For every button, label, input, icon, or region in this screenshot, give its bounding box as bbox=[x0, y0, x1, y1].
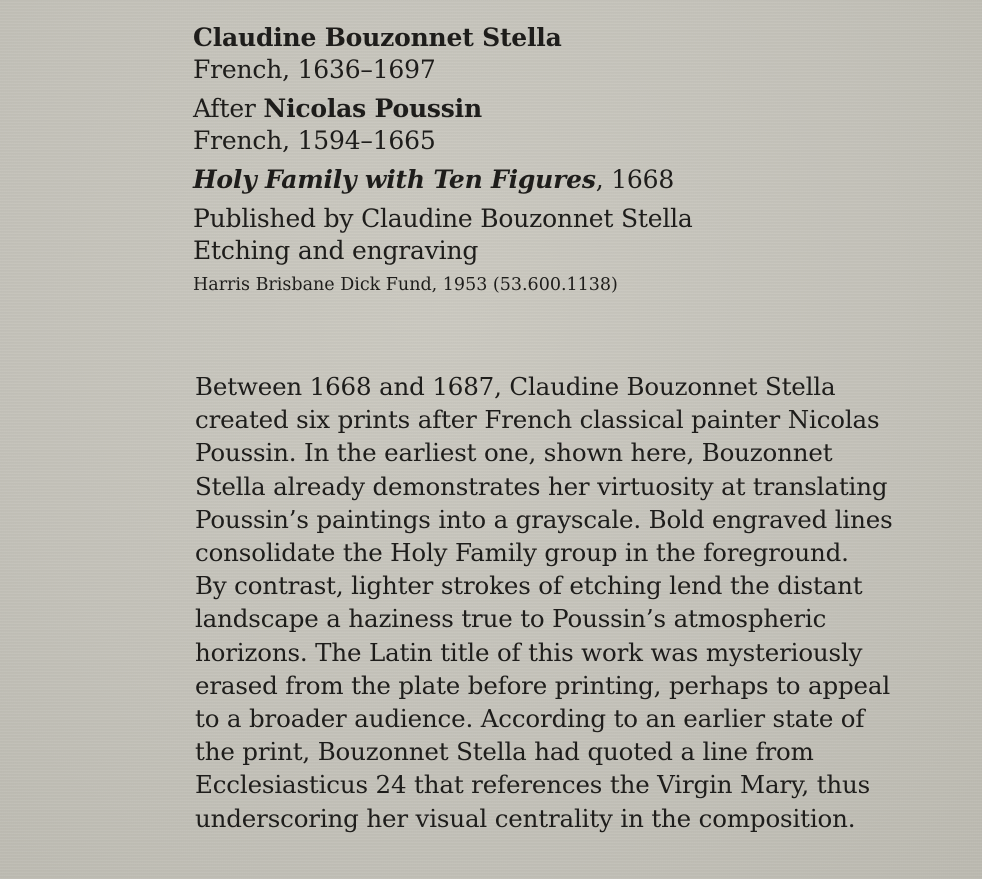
after-artist-nationality-dates: French, 1594–1665 bbox=[193, 126, 436, 155]
description-line: Poussin. In the earliest one, shown here, Bouzonnet bbox=[195, 438, 833, 468]
description-line: to a broader audience. According to an earlier state of bbox=[195, 704, 865, 734]
credit-line: Harris Brisbane Dick Fund, 1953 (53.600.1138) bbox=[193, 275, 618, 295]
after-artist-name: Nicolas Poussin bbox=[263, 94, 482, 123]
description-line: Ecclesiasticus 24 that references the Virgin Mary, thus bbox=[195, 770, 871, 800]
artist-nationality-dates: French, 1636–1697 bbox=[193, 55, 436, 84]
medium-line: Etching and engraving bbox=[193, 236, 479, 265]
description-line: landscape a haziness true to Poussin’s atmospheric bbox=[195, 604, 827, 634]
after-artist-line bbox=[193, 93, 953, 125]
artwork-date: , 1668 bbox=[595, 165, 675, 194]
description-line: created six prints after French classical painter Nicolas bbox=[195, 405, 880, 435]
description-line: the print, Bouzonnet Stella had quoted a line from bbox=[195, 737, 814, 767]
object-label bbox=[193, 22, 953, 298]
description-line: Between 1668 and 1687, Claudine Bouzonnet Stella bbox=[195, 372, 836, 401]
description-line: erased from the plate before printing, perhaps to appeal bbox=[195, 670, 891, 700]
after-prefix: After bbox=[193, 94, 264, 123]
description-line: consolidate the Holy Family group in the foreground. bbox=[195, 538, 849, 568]
artwork-title-line bbox=[193, 164, 953, 196]
description-line: Stella already demonstrates her virtuosity at translating bbox=[195, 471, 888, 501]
description-line: horizons. The Latin title of this work was mysteriously bbox=[195, 637, 863, 667]
description-paragraph bbox=[195, 370, 955, 835]
description-line: Poussin’s paintings into a grayscale. Bold engraved lines bbox=[195, 504, 893, 534]
artist-name: Claudine Bouzonnet Stella bbox=[193, 23, 562, 52]
publisher-line: Published by Claudine Bouzonnet Stella bbox=[193, 204, 693, 233]
description-line: By contrast, lighter strokes of etching lend the distant bbox=[195, 571, 863, 601]
artwork-title: Holy Family with Ten Figures bbox=[193, 165, 596, 194]
description-line: underscoring her visual centrality in the composition. bbox=[195, 803, 856, 833]
